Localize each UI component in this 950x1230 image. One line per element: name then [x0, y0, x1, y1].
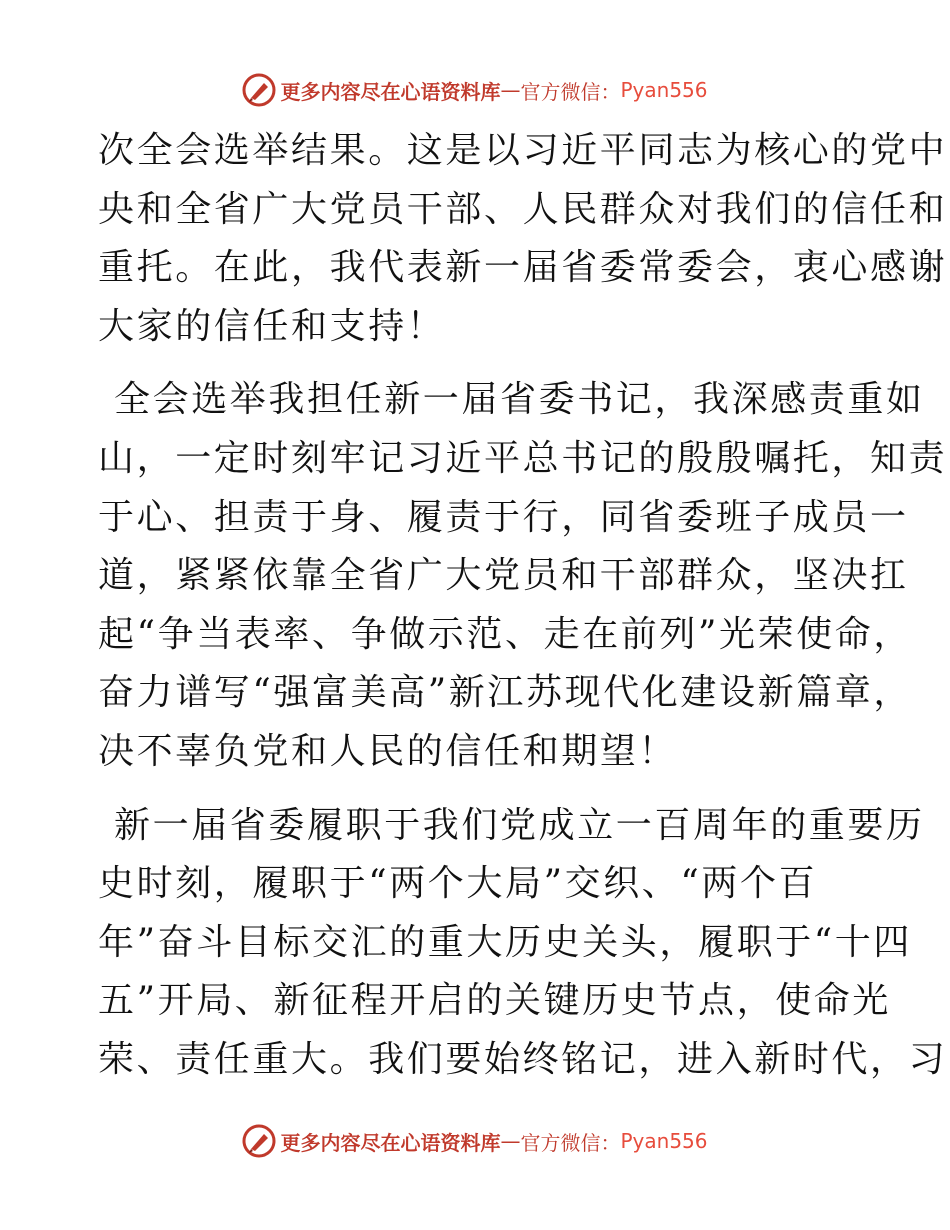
watermark-main-text: 更多内容尽在心语资料库: [280, 1130, 501, 1155]
watermark-main-text: 更多内容尽在心语资料库: [280, 79, 501, 104]
footer-watermark: [0, 1121, 950, 1161]
paragraph-gap: [98, 356, 858, 371]
watermark-account: Pyan556: [620, 78, 708, 102]
text-line: 大家的信任和支持！: [98, 305, 446, 347]
text-line: 决不辜负党和人民的信任和期望！: [98, 730, 678, 772]
watermark-account: Pyan556: [620, 1129, 708, 1153]
text-line: 年”奋斗目标交汇的重大历史关头，履职于“十四: [98, 921, 913, 963]
watermark-label: 官方微信：: [520, 1130, 621, 1155]
text-line: 于心、担责于身、履责于行，同省委班子成员一: [98, 496, 909, 538]
watermark-separator: —: [500, 1129, 521, 1153]
text-line: 史时刻，履职于“两个大局”交织、“两个百: [98, 863, 818, 905]
paragraph-gap: [98, 782, 858, 797]
text-line: 道，紧紧依靠全省广大党员和干部群众，坚决扛: [98, 555, 909, 597]
text-line: 五”开局、新征程开启的关键历史节点，使命光: [98, 980, 892, 1022]
text-line: 新一届省委履职于我们党成立一百周年的重要历: [114, 804, 925, 846]
text-line: 全会选举我担任新一届省委书记，我深感责重如: [114, 379, 925, 421]
paragraph-2: [98, 371, 948, 781]
text-line: 次全会选举结果。这是以习近平同志为核心的党中: [98, 130, 948, 171]
text-line: 央和全省广大党员干部、人民群众对我们的信任和: [98, 188, 948, 230]
text-line: 起“争当表率、争做示范、走在前列”光荣使命，: [98, 613, 913, 655]
watermark-label: 官方微信：: [520, 79, 621, 104]
text-line: 荣、责任重大。我们要始终铭记，进入新时代，习: [98, 1038, 948, 1080]
watermark-separator: —: [500, 78, 521, 102]
text-line: 山，一定时刻牢记习近平总书记的殷殷嘱托，知责: [98, 437, 948, 479]
document-body: [98, 122, 948, 1090]
paragraph-3: [98, 797, 948, 1090]
text-line: 奋力谱写“强富美高”新江苏现代化建设新篇章，: [98, 672, 913, 714]
text-line: 重托。在此，我代表新一届省委常委会，衷心感谢: [98, 247, 948, 289]
pen-logo-icon: [242, 1124, 276, 1158]
paragraph-1: [98, 122, 948, 356]
header-watermark: [0, 70, 950, 110]
pen-logo-icon: [242, 73, 276, 107]
